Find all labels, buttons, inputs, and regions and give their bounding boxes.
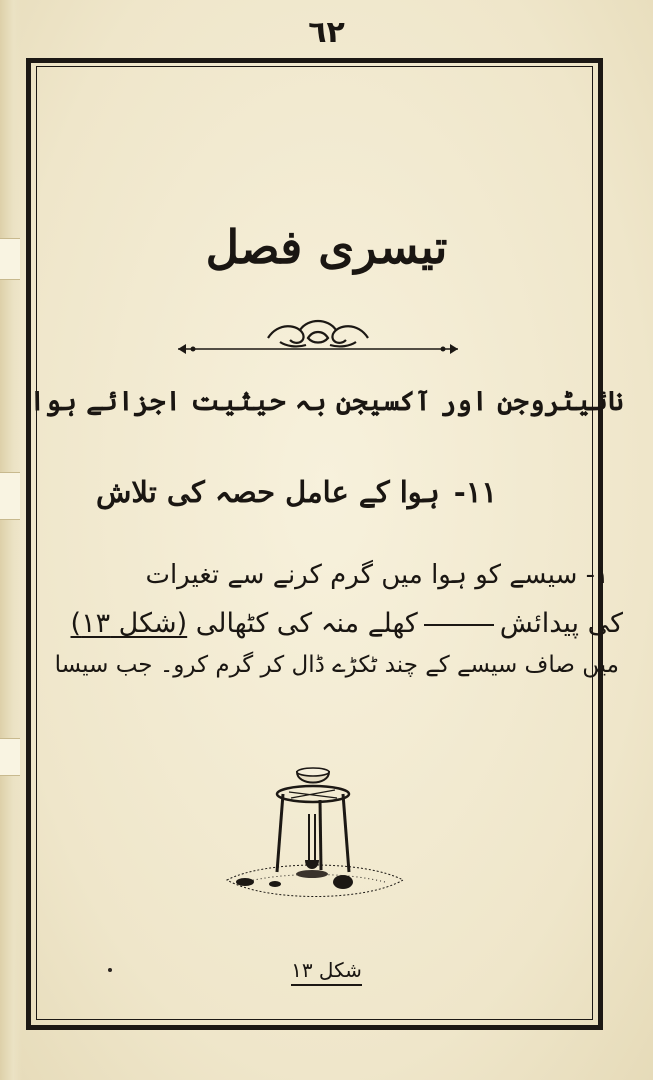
paragraph-number: ١- bbox=[585, 560, 609, 590]
figure-caption: شکل ١٣ bbox=[0, 958, 653, 982]
figure-reference: (شکل ١٣) bbox=[70, 608, 188, 639]
crucible-on-stand-figure bbox=[225, 752, 405, 917]
paragraph-text: سیسے کو ہوا میں گرم کرنے سے تغیرات bbox=[145, 560, 578, 590]
subsection-number: ١١- bbox=[453, 475, 497, 509]
ink-speck bbox=[108, 968, 112, 972]
binding-tear bbox=[0, 738, 20, 776]
paragraph-line-3: میں صاف سیسے کے چند ٹکڑے ڈال کر گرم کرو۔ جب سیسا bbox=[54, 652, 619, 678]
section-heading: نائیٹروجن اور آکسیجن بہ حیثیت اجزائے ہوا bbox=[29, 386, 624, 417]
subsection-title: ہوا کے عامل حصہ کی تلاش bbox=[96, 475, 440, 509]
paragraph-text: کھلے منہ کی کٹھالی bbox=[195, 608, 418, 639]
paragraph-line-1 bbox=[145, 560, 609, 591]
binding-tear bbox=[0, 472, 20, 520]
flourish-ornament bbox=[168, 312, 468, 362]
subsection-heading bbox=[96, 475, 497, 510]
page-number: ٦٢ bbox=[308, 15, 345, 50]
paragraph-text: کی پیدائش bbox=[499, 608, 623, 639]
chapter-title: تیسری فصل bbox=[205, 220, 448, 274]
em-dash bbox=[424, 624, 494, 626]
paragraph-line-2 bbox=[71, 608, 623, 640]
binding-edge bbox=[0, 0, 22, 1080]
